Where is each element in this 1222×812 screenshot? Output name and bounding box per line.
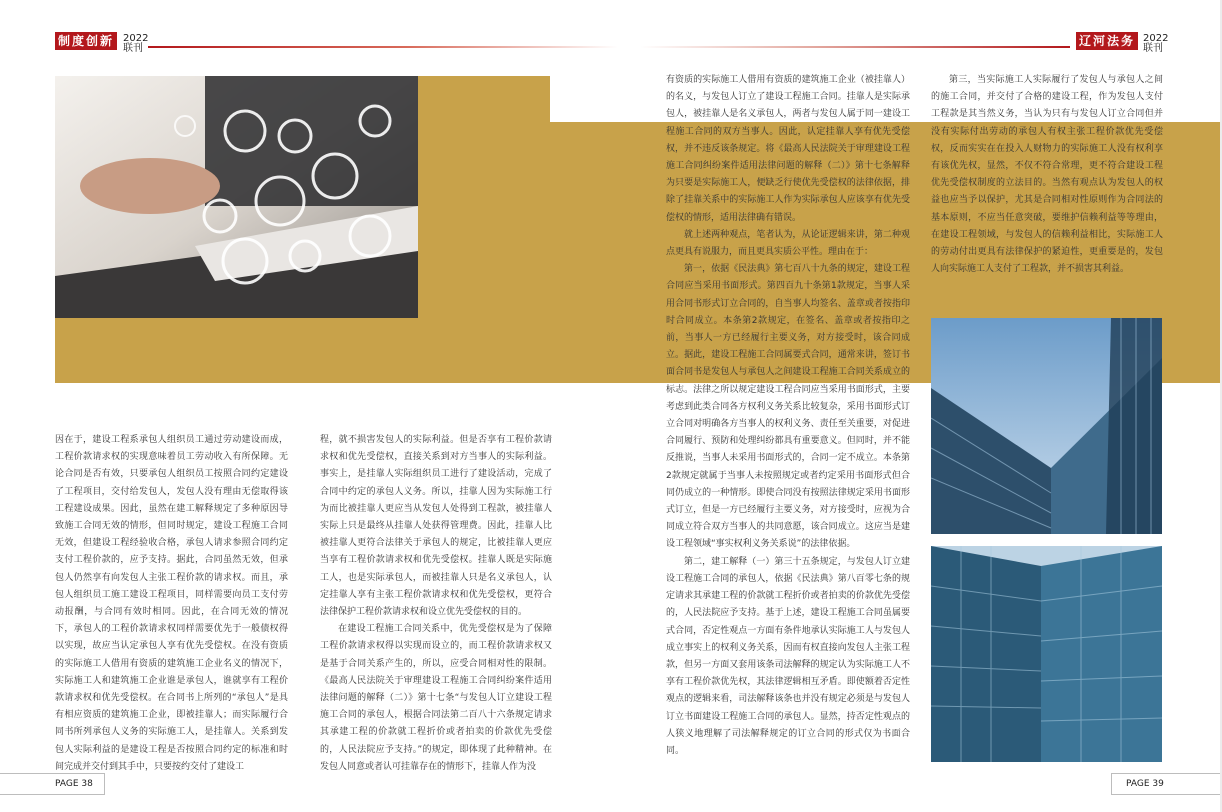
building-photo-top bbox=[931, 318, 1162, 534]
page-number-right bbox=[1111, 773, 1222, 795]
paragraph: 因在于，建设工程系承包人组织员工通过劳动建设而成，工程价款请求权的实现意味着员工劳动收入有所保障。无论合同是否有效，只要承包人组织员工按照合同约定建设了工程项目，交付给发包人，发包人没有理由无偿取得该工程建设成果。因此，虽然在建工解释规定了多种原因导致施工合同无效的情形，但同时规定，建设工程施工合同无效，但建设工程经验收合格，承包人请求参照合同约定支付工程价款的，应予支持。据此，合同虽然无效，但承包人仍然享有向发包人主张工程价款的请求权。而且，承包人组织员工施工建设工程项目，同样需要向员工支付劳动报酬，与合同有效时相同。因此，在合同无效的情况下，承包人的工程价款请求权同样需要优先于一般债权得以实现，故应当认定承包人享有优先受偿权。在没有资质的实际施工人借用有资质的建筑施工企业名义的情况下，实际施工人和建筑施工企业谁是承包人，谁就享有工程价款请求权和优先受偿权。在合同书上所列的“承包人”是具有相应资质的建筑施工企业，即被挂靠人；而实际履行合同书所列承包人义务的实际施工人，是挂靠人。关系到发包人实际利益的是建设工程是否按照合同约定的标准和时间完成并交付到其手中，只要按约交付了建设工 bbox=[55, 435, 288, 772]
business-technology-photo bbox=[55, 76, 418, 318]
header-rule-left bbox=[148, 46, 618, 48]
paragraph: 第三，当实际施工人实际履行了发包人与承包人之间的施工合同，并交付了合格的建设工程，作为发包人支付工程款是其当然义务，当认为只有与发包人订立合同但并没有实际付出劳动的承包人有权主张工程价款优先受偿权，反而实实在在投入人财物力的实际施工人没有权利享有该优先权，显然，不仅不符合常理，更不符合建设工程优先受偿权制度的立法目的。当然有观点认为发包人的权益也应当予以保护，尤其是合同相对性原则作为合同法的基本原则，不应当任意突破，要维护信赖利益等等理由，在建设工程领域，与发包人的信赖利益相比，实际施工人的劳动付出更具有法律保护的紧迫性，更重要是的，发包人向实际施工人支付了工程款，并不损害其利益。 bbox=[931, 75, 1163, 275]
paragraph: 就上述两种观点，笔者认为，从论证逻辑来讲，第二种观点更具有说服力，而且更具实质公平性。理由在于： bbox=[666, 229, 910, 258]
header-rule-right bbox=[640, 46, 1070, 48]
page-number-left bbox=[0, 773, 105, 795]
issue-year-right: 2022 bbox=[1143, 33, 1169, 44]
paragraph: 第一，依据《民法典》第七百八十九条的规定，建设工程合同应当采用书面形式。第四百九十条第1款规定，当事人采用合同书形式订立合同的，自当事人均签名、盖章或者按指印时合同成立。本条第2款规定，在签名、盖章或者按指印之前，当事人一方已经履行主要义务，对方接受时，该合同成立。据此，建设工程施工合同属要式合同，通常来讲，签订书面合同书是发包人与承包人之间建设工程施工合同关系成立的标志。法律之所以规定建设工程合同应当采用书面形式，主要考虑到此类合同各方权利义务关系比较复杂，采用书面形式订立合同对明确各方当事人的权利义务、责任至关重要，对促进合同履行、预防和处理纠纷都具有重要意义。但同时，并不能反推说，当事人未采用书面形式的，合同一定不成立。本条第2款规定就属于当事人未按照规定或者约定采用书面形式但合同仍成立的一种情形。即使合同没有按照法律规定采用书面形式订立，但是一方已经履行主要义务，对方接受时，应视为合同成立符合双方当事人的共同意愿，该合同成立。这应当是建设工程领域“事实权利义务关系说”的法律依据。 bbox=[666, 264, 910, 550]
paragraph: 在建设工程施工合同关系中，优先受偿权是为了保障工程价款请求权得以实现而设立的，而工程价款请求权又是基于合同关系产生的，所以，应受合同相对性的限制。《最高人民法院关于审理建设工程施工合同纠纷案件适用法律问题的解释（二）》第十七条“与发包人订立建设工程施工合同的承包人，根据合同法第二百八十六条规定请求其承建工程的价款就工程折价或者拍卖的价款优先受偿的，人民法院应予支持。”的规定，即体现了此种精神。在发包人同意或者认可挂靠存在的情形下，挂靠人作为没 bbox=[320, 624, 552, 772]
page-number-text: PAGE 38 bbox=[55, 779, 93, 789]
right-page-column-2 bbox=[931, 72, 1163, 278]
left-page-column-2 bbox=[320, 432, 552, 776]
issue-label-right: 联刊 bbox=[1143, 43, 1163, 54]
paragraph: 有资质的实际施工人借用有资质的建筑施工企业（被挂靠人）的名义，与发包人订立了建设工程施工合同。挂靠人是实际承包人，被挂靠人是名义承包人，两者与发包人属于同一建设工程施工合同的双方当事人。因此，认定挂靠人享有优先受偿权，并不违反该条规定。将《最高人民法院关于审理建设工程施工合同纠纷案件适用法律问题的解释（二）》第十七条解释为只要是实际施工人，便缺乏行使优先受偿权的法律依据，排除了挂靠关系中的实际施工人作为实际承包人应该享有优先受偿权的情形，适用法律确有错误。 bbox=[666, 75, 910, 223]
building-photo-bottom bbox=[931, 546, 1162, 762]
page-number-text: PAGE 39 bbox=[1126, 779, 1164, 789]
section-tag-left: 制度创新 bbox=[55, 32, 117, 50]
paragraph: 程，就不损害发包人的实际利益。但是否享有工程价款请求权和优先受偿权，直接关系到对方当事人的实际利益。事实上，是挂靠人实际组织员工进行了建设活动，完成了合同中约定的承包人义务。所以，挂靠人因为实际施工行为而比被挂靠人更应当从发包人处得到工程款，被挂靠人实际上只是最终从挂靠人处获得管理费。因此，挂靠人比被挂靠人更符合法律关于承包人的规定，比被挂靠人更应当享有工程价款请求权和优先受偿权。挂靠人既是实际施工人，也是实际承包人，而被挂靠人只是名义承包人，认定挂靠人享有主张工程价款请求权和优先受偿权，更符合法律保护工程价款请求权和设立优先受偿权的目的。 bbox=[320, 435, 552, 618]
paragraph: 第二，建工解释（一）第三十五条规定，与发包人订立建设工程施工合同的承包人，依据《民法典》第八百零七条的规定请求其承建工程的价款就工程折价或者拍卖的价款优先受偿的，人民法院应予支持。基于上述，建设工程施工合同虽属要式合同，否定性观点一方面有条件地承认实际施工人与发包人成立事实上的权利义务关系，因而有权直接向发包人主张工程款，但另一方面又套用该条司法解释的规定认为实际施工人不享有工程价款优先权，其法律逻辑相互矛盾。即使额着否定性观点的逻辑来看，司法解释该条也并没有规定必须是与发包人订立书面建设工程施工合同的承包人。显然，持否定性观点的人狭义地理解了司法解释规定的订立合同的形式仅为书面合同。 bbox=[666, 556, 910, 756]
issue-label-left: 联刊 bbox=[123, 43, 143, 54]
right-page-column-1 bbox=[666, 72, 910, 760]
issue-year-left: 2022 bbox=[123, 33, 149, 44]
left-page-column-1 bbox=[55, 432, 288, 776]
section-tag-right: 辽河法务 bbox=[1076, 32, 1138, 50]
